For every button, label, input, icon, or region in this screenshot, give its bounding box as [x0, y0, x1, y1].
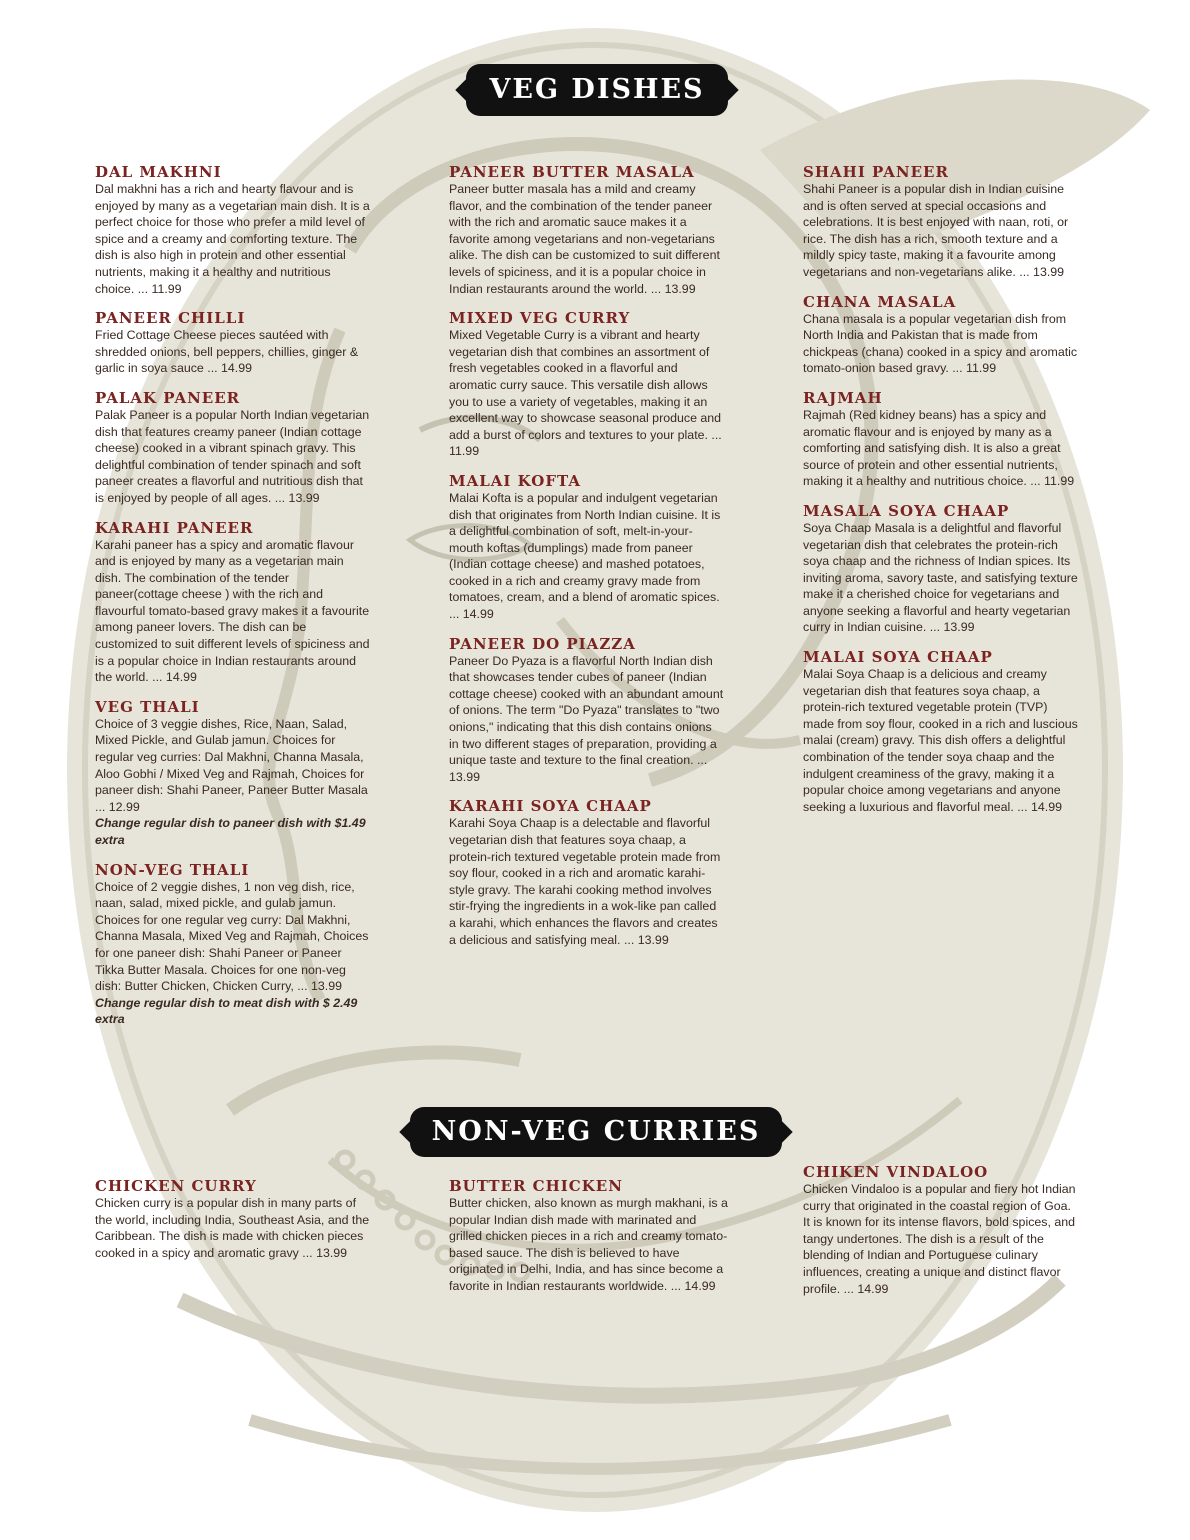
item-description: Paneer Do Pyaza is a flavorful North Indian dish that showcases tender cubes of paneer (Indian cottage cheese) cooked with an abundant amount of onions. The term "Do Pyaza" translates to "two onions," indicating that this dish contains onions in two different stages of preparation, providing a unique taste and texture to the final creation. ... 13.99: [449, 653, 724, 784]
veg-column-1: [95, 163, 370, 1040]
item-name: RAJMAH: [803, 388, 883, 407]
veg-column-2: [449, 163, 724, 960]
menu-item: [95, 861, 370, 1028]
item-name: PANEER CHILLI: [95, 309, 246, 328]
item-name: PANEER DO PIAZZA: [449, 634, 636, 653]
veg-column-3: [803, 163, 1080, 827]
menu-item: [803, 502, 1080, 636]
item-description: Butter chicken, also known as murgh makhani, is a popular Indian dish made with marinated and grilled chicken pieces in a rich and creamy tomato-based sauce. The dish is believed to have originated in Delhi, India, and has since become a favorite in Indian restaurants worldwide. ... 14.99: [449, 1196, 728, 1293]
nonveg-column-2: [449, 1177, 729, 1307]
menu-item: [449, 797, 724, 948]
item-name: MASALA SOYA CHAAP: [803, 501, 1010, 520]
item-name: CHIKEN VINDALOO: [803, 1163, 989, 1181]
item-description: Dal makhni has a rich and hearty flavour and is enjoyed by many as a vegetarian main dish. It is a perfect choice for those who prefer a mild level of spice and a creamy and comforting texture. The dish is also high in protein and other essential nutrients, making it a healthy and nutritious choice. ... 11.99: [95, 182, 370, 296]
item-name: VEG THALI: [95, 697, 200, 716]
item-name: MALAI SOYA CHAAP: [803, 648, 993, 667]
nonveg-column-1: [95, 1177, 370, 1273]
item-description: Choice of 3 veggie dishes, Rice, Naan, Salad, Mixed Pickle, and Gulab jamun. Choices for regular veg curries: Dal Makhni, Channa Masala, Aloo Gobhi / Mixed Veg and Rajmah, Choices for paneer dish: Shahi Paneer, Paneer Butter Masala ... 12.99: [95, 716, 368, 814]
menu-item: [449, 635, 724, 786]
menu-item: [95, 1177, 370, 1261]
item-name: BUTTER CHICKEN: [449, 1177, 623, 1195]
item-name: PALAK PANEER: [95, 388, 241, 407]
item-description: Palak Paneer is a popular North Indian vegetarian dish that features creamy paneer (Indian cottage cheese) cooked in a vibrant spinach gravy. This delightful combination of tender spinach and soft paneer creates a flavorful and nutritious dish that is enjoyed by people of all ages. ... 13.99: [95, 407, 370, 505]
item-name: NON-VEG THALI: [95, 860, 250, 879]
veg-dishes-banner: VEG DISHES: [466, 64, 728, 116]
item-name: DAL MAKHNI: [95, 163, 222, 181]
item-description: Paneer butter masala has a mild and creamy flavor, and the combination of the tender paneer with the rich and aromatic sauce makes it a favorite among vegetarians and non-vegetarians alike. The dish can be customized to suit different levels of spiciness, and it is a popular choice in Indian restaurants around the world. ... 13.99: [449, 182, 720, 296]
item-description: Shahi Paneer is a popular dish in Indian cuisine and is often served at special occasions and celebrations. It is best enjoyed with naan, roti, or rice. The dish has a rich, smooth texture and a mildly spicy taste, making it a favourite among vegetarians and non-vegetarians alike. ... 13.99: [803, 182, 1069, 279]
menu-item: [449, 309, 724, 460]
item-description: Mixed Vegetable Curry is a vibrant and hearty vegetarian dish that combines an assortment of fresh vegetables cooked in a flavorful and aromatic curry sauce. This versatile dish allows you to use a variety of vegetables, making it an excellent way to showcase seasonal produce and add a burst of colors and textures to your plate. ... 11.99: [449, 328, 722, 459]
item-description: Fried Cottage Cheese pieces sautéed with shredded onions, bell peppers, chillies, ginger & garlic in soya sauce ... 14.99: [95, 328, 359, 376]
item-name: CHANA MASALA: [803, 292, 957, 311]
item-description: Soya Chaap Masala is a delightful and flavorful vegetarian dish that celebrates the protein-rich soya chaap and the richness of Indian spices. Its inviting aroma, savory taste, and satisfying texture make it a cherished choice for vegetarians and anyone seeking a flavorful and hearty vegetarian curry in Indian cuisine. ... 13.99: [803, 520, 1078, 635]
item-description: Chana masala is a popular vegetarian dish from North India and Pakistan that is made from chickpeas (chana) cooked in a spicy and aromatic tomato-onion based gravy. ... 11.99: [803, 311, 1078, 376]
item-name: KARAHI PANEER: [95, 518, 254, 537]
item-description: Karahi paneer has a spicy and aromatic flavour and is enjoyed by many as a vegetarian main dish. The combination of the tender paneer(cottage cheese ) with the rich and flavourful tomato-based gravy makes it a favourite among paneer lovers. The dish can be customized to suit different levels of spiciness and is a popular choice in Indian restaurants around the world. ... 14.99: [95, 537, 370, 685]
menu-item: [449, 163, 724, 297]
item-description: Choice of 2 veggie dishes, 1 non veg dish, rice, naan, salad, mixed pickle, and gulab jamun. Choices for one regular veg curry: Dal Makhni, Channa Masala, Mixed Veg and Rajmah, Choices for one paneer dish: Shahi Paneer or Paneer Tikka Butter Masala. Choices for one non-veg dish: Butter Chicken, Chicken Curry, ... 13.99: [95, 879, 369, 994]
menu-item: [95, 698, 370, 849]
item-description: Malai Soya Chaap is a delicious and creamy vegetarian dish that features soya chaap, a protein-rich textured vegetable protein (TVP) made from soy flour, cooked in a rich and luscious malai (cream) gravy. This dish offers a delightful combination of the tender soya chaap and the indulgent creaminess of the gravy, making it a popular choice among vegetarians and anyone seeking a luxurious and flavorful meal. ... 14.99: [803, 667, 1078, 814]
menu-item: [449, 1177, 729, 1295]
item-description: Malai Kofta is a popular and indulgent vegetarian dish that originates from North Indian cuisine. It is a delightful combination of soft, melt-in-your-mouth koftas (dumplings) made from paneer (Indian cottage cheese) and mashed potatoes, cooked in a rich and creamy gravy made from tomatoes, cream, and a blend of aromatic spices. ... 14.99: [449, 490, 721, 622]
non-veg-curries-banner: NON-VEG CURRIES: [410, 1107, 782, 1157]
menu-item: [803, 1163, 1080, 1297]
menu-item: [803, 293, 1080, 377]
item-name: PANEER BUTTER MASALA: [449, 163, 695, 181]
item-description: Rajmah (Red kidney beans) has a spicy and aromatic flavour and is enjoyed by many as a comforting and satisfying dish. It is also a great source of protein and other essential nutrients, making it a healthy and nutritious choice. ... 11.99: [803, 407, 1075, 489]
menu-item: [803, 648, 1080, 815]
item-name: CHICKEN CURRY: [95, 1177, 257, 1195]
nonveg-column-3: [803, 1163, 1080, 1309]
menu-item: [95, 389, 370, 507]
menu-item: [95, 163, 370, 297]
item-note: Change regular dish to meat dish with $ 2.49 extra: [95, 995, 358, 1027]
item-note: Change regular dish to paneer dish with $1.49 extra: [95, 816, 366, 847]
menu-item: [449, 472, 724, 623]
item-description: Chicken Vindaloo is a popular and fiery hot Indian curry that originated in the coastal region of Goa. It is known for its intense flavors, bold spices, and tangy undertones. The dish is a result of the blending of Indian and Portuguese culinary influences, creating a unique and distinct flavor profile. ... 14.99: [803, 1182, 1076, 1296]
item-name: MALAI KOFTA: [449, 471, 581, 490]
item-description: Chicken curry is a popular dish in many parts of the world, including India, Southeast Asia, and the Caribbean. The dish is made with chicken pieces cooked in a spicy and aromatic gravy ... 13.99: [95, 1196, 370, 1260]
item-description: Karahi Soya Chaap is a delectable and flavorful vegetarian dish that features soya chaap, a protein-rich textured vegetable protein made from soy flour, cooked in a rich and aromatic karahi-style gravy. The karahi cooking method involves stir-frying the ingredients in a wok-like pan called a karahi, which enhances the flavors and creates a delicious and satisfying meal. ... 13.99: [449, 816, 721, 947]
menu-item: [95, 519, 370, 686]
menu-item: [803, 389, 1080, 490]
menu-item: [95, 309, 370, 377]
item-name: KARAHI SOYA CHAAP: [449, 797, 652, 816]
menu-item: [803, 163, 1080, 281]
item-name: MIXED VEG CURRY: [449, 309, 631, 328]
item-name: SHAHI PANEER: [803, 163, 949, 181]
